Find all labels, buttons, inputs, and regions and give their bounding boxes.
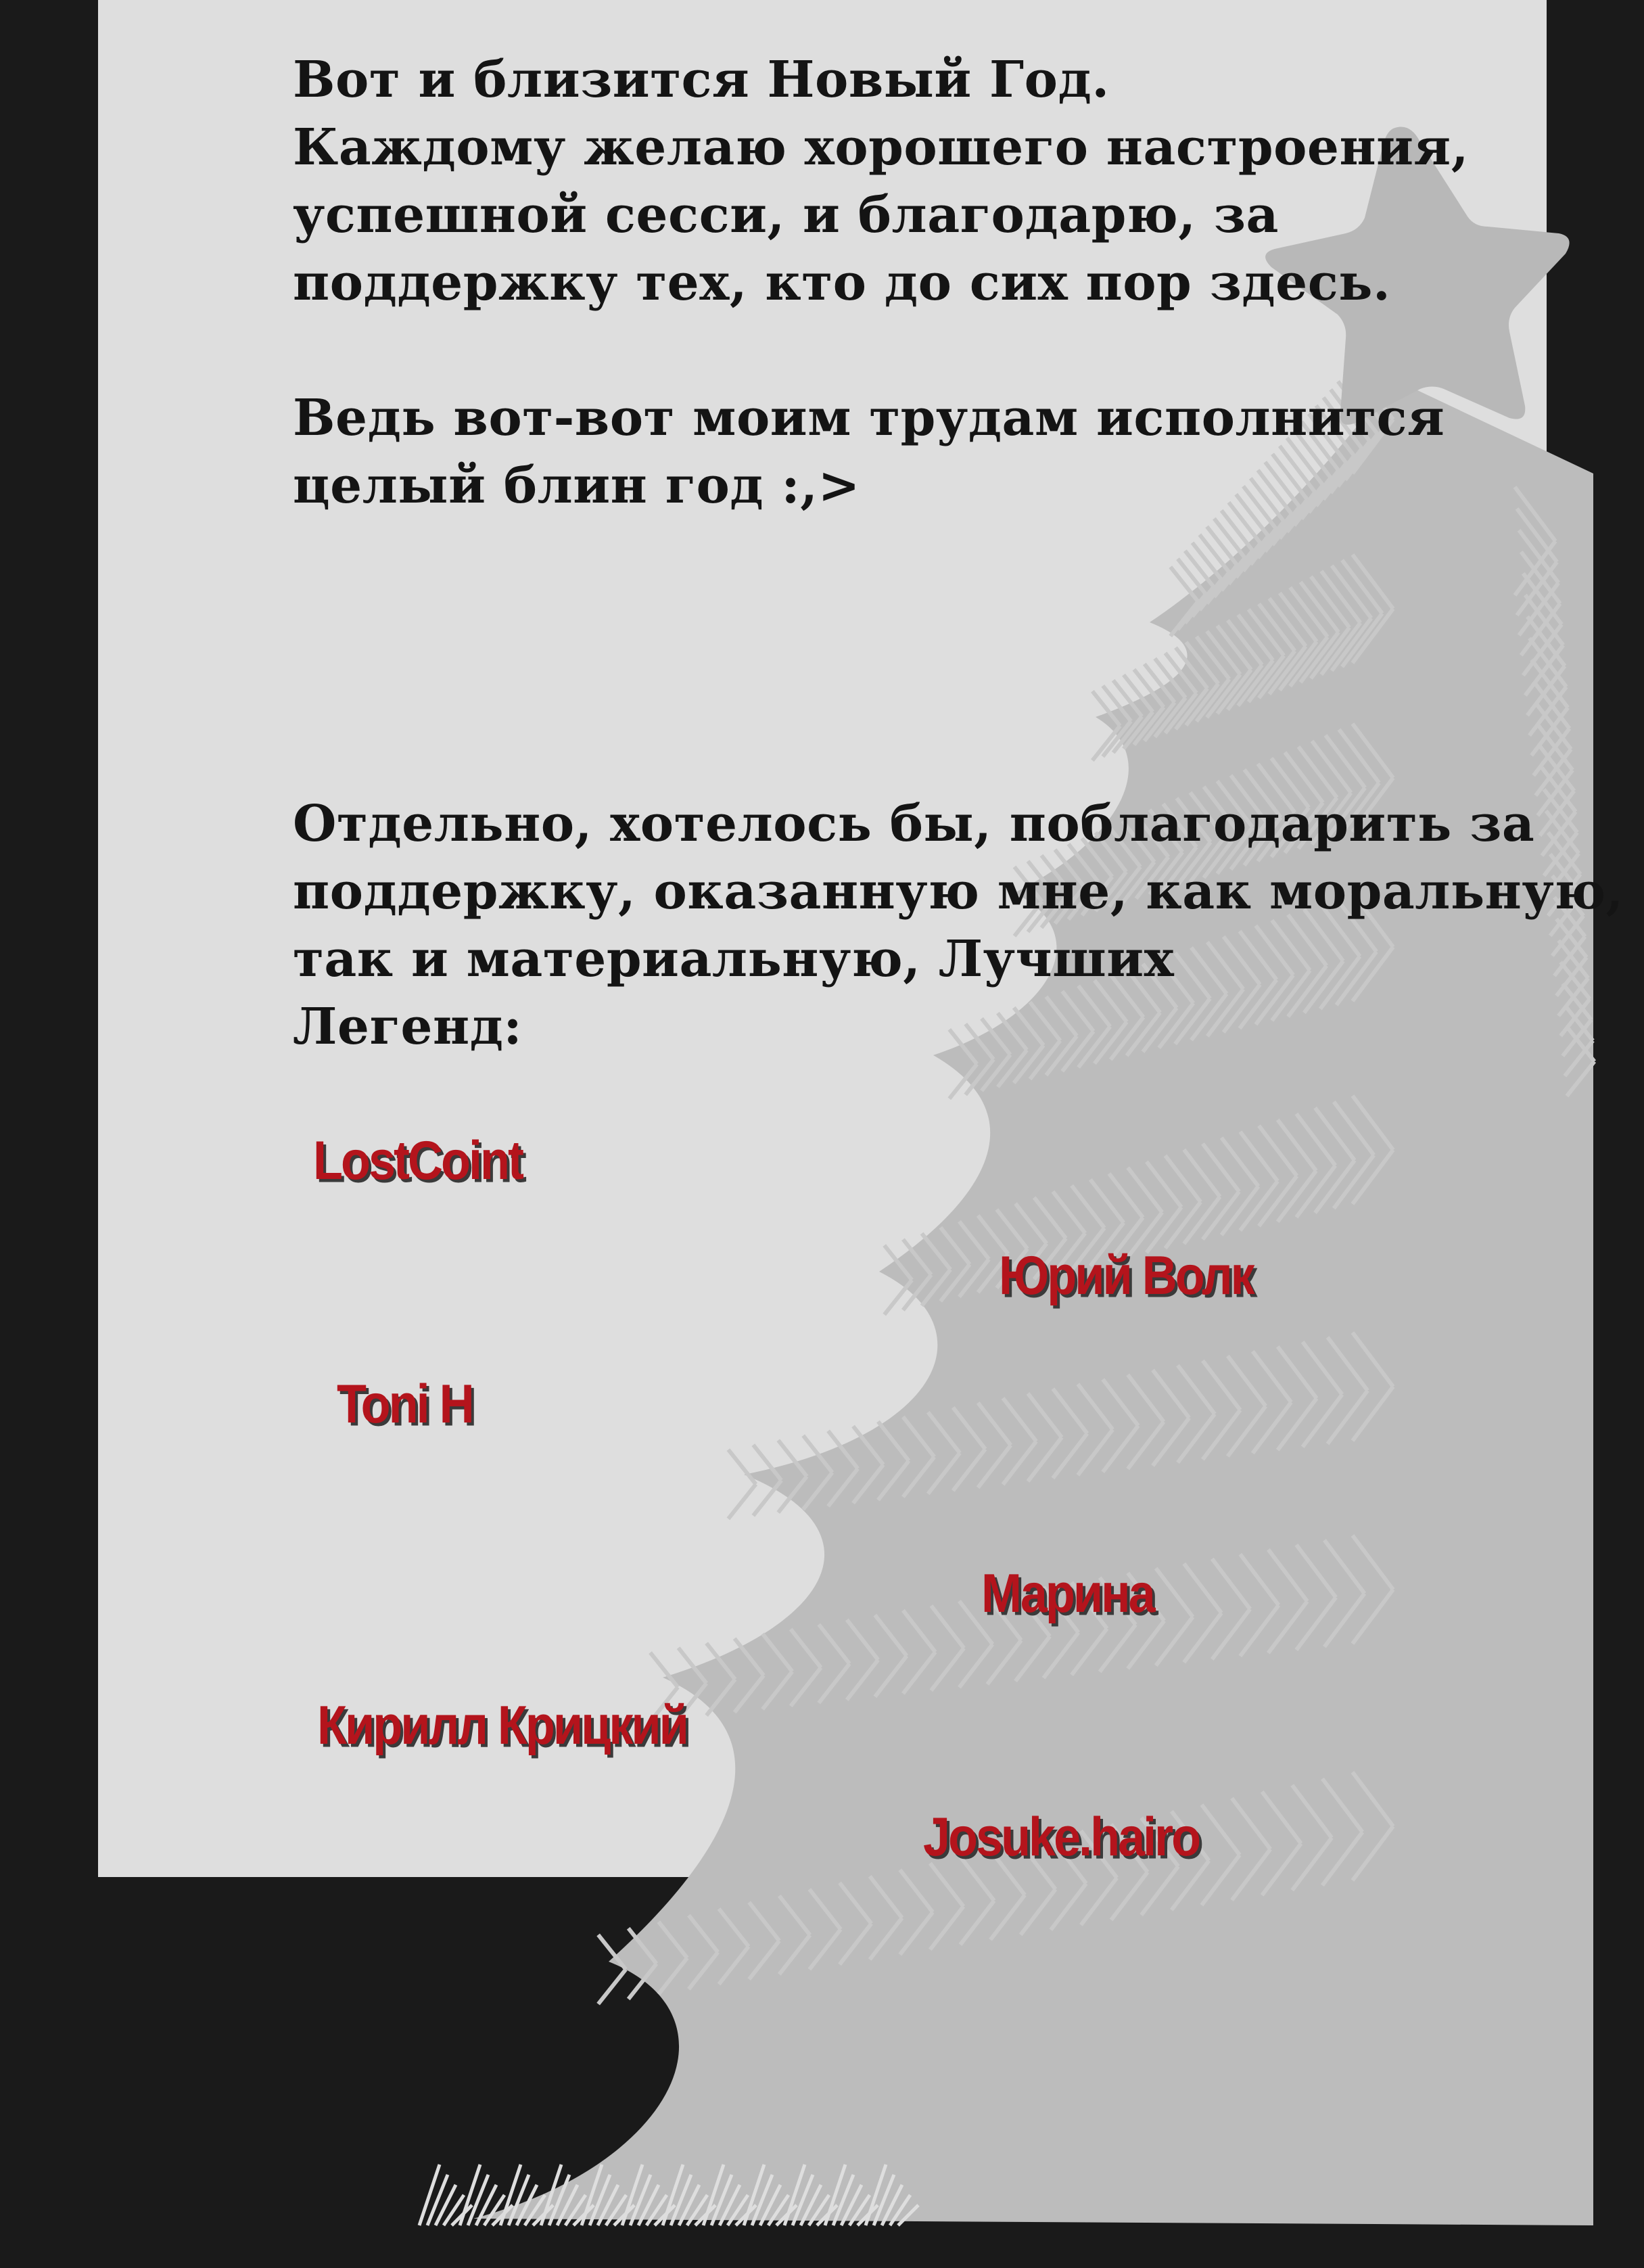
anniversary-line-1: Ведь вот-вот моим трудам исполнится <box>293 389 1445 447</box>
thanks-line-1: Отдельно, хотелось бы, поблагодарить за <box>293 795 1535 853</box>
legend-name: Toni H <box>337 1374 473 1435</box>
greeting-line-2: Каждому желаю хорошего настроения, <box>293 118 1469 177</box>
legend-name: Кирилл Крицкий <box>317 1695 687 1756</box>
thanks-line-4: Легенд: <box>293 998 523 1056</box>
greeting-line-4: поддержку тех, кто до сих пор здесь. <box>293 254 1391 312</box>
legend-name: LostCoint <box>313 1130 522 1191</box>
thanks-line-3: так и материальную, Лучших <box>293 930 1175 988</box>
legend-name: Josuke.hairo <box>923 1807 1200 1868</box>
greeting-line-3: успешной сесси, и благодарю, за <box>293 186 1279 244</box>
thanks-line-2: поддержку, оказанную мне, как моральную, <box>293 862 1624 921</box>
anniversary-line-2: целый блин год :,> <box>293 457 860 515</box>
legend-name: Юрий Волк <box>999 1245 1253 1306</box>
greeting-line-1: Вот и близится Новый Год. <box>293 51 1110 109</box>
legend-name: Марина <box>981 1563 1154 1624</box>
